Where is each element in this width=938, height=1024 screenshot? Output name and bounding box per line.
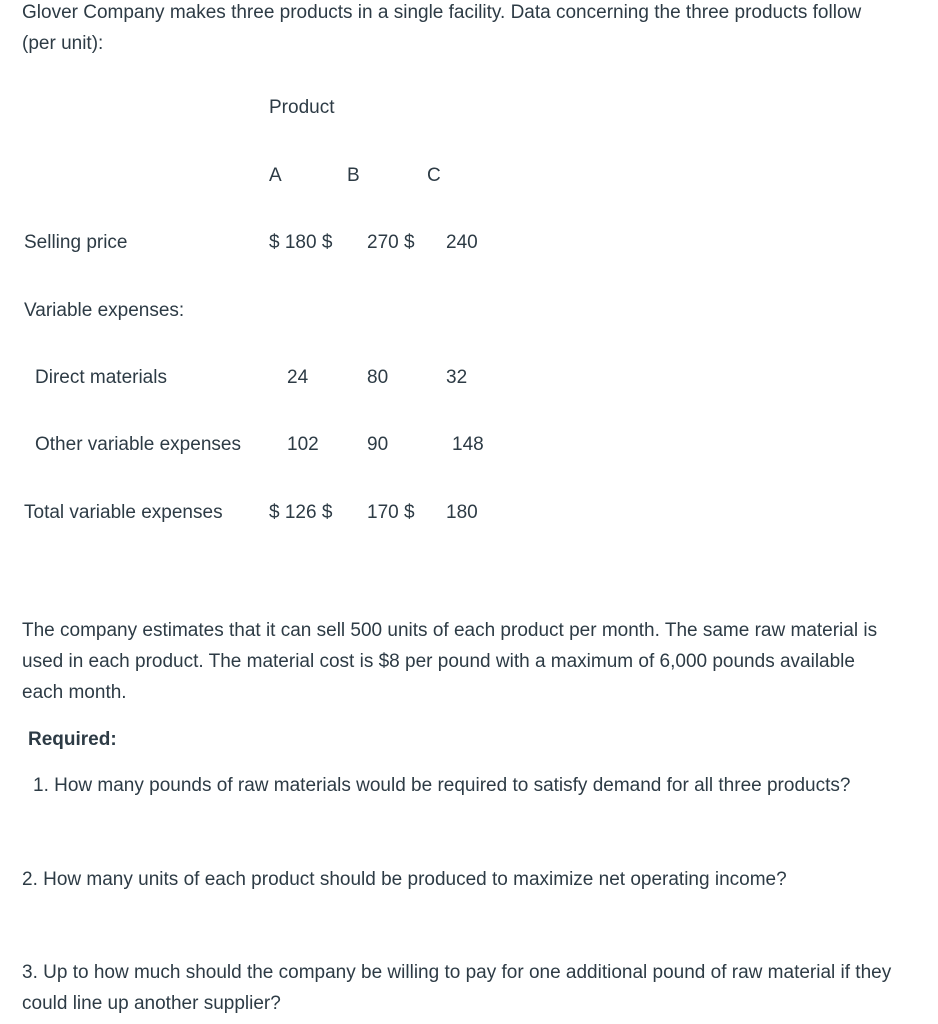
question-3: 3. Up to how much should the company be willing to pay for one additional pound of raw material if they could line up another supplier? [22,962,892,1014]
column-header-a: A [269,165,282,186]
column-header-b: B [347,165,360,186]
direct-materials-c: 32 [446,367,468,388]
estimate-paragraph: The company estimates that it can sell 500 units of each product per month. The same raw material is used in each product. The material cost is $8 per pound with a maximum of 6,000 pounds available each month. [22,620,878,703]
column-header-c: C [427,165,441,186]
other-variable-b: 90 [367,434,389,455]
total-variable-label: Total variable expenses [24,502,223,523]
selling-price-label: Selling price [24,232,128,253]
direct-materials-label: Direct materials [35,367,167,388]
total-variable-a: $ 126 $ [269,502,333,523]
selling-price-a: $ 180 $ [269,232,333,253]
other-variable-label: Other variable expenses [35,434,241,455]
selling-price-b: 270 $ [367,232,415,253]
question-1: 1. How many pounds of raw materials would be required to satisfy demand for all three products? [33,775,851,796]
other-variable-a: 102 [287,434,319,455]
direct-materials-b: 80 [367,367,389,388]
required-label: Required: [28,729,117,750]
other-variable-c: 148 [452,434,484,455]
total-variable-b: 170 $ [367,502,415,523]
direct-materials-a: 24 [287,367,309,388]
product-header: Product [269,97,335,118]
intro-paragraph: Glover Company makes three products in a single facility. Data concerning the three products follow (per unit): [22,2,862,54]
variable-expenses-header: Variable expenses: [24,300,185,321]
question-2: 2. How many units of each product should be produced to maximize net operating income? [22,869,787,890]
total-variable-c: 180 [446,502,478,523]
selling-price-c: 240 [446,232,478,253]
